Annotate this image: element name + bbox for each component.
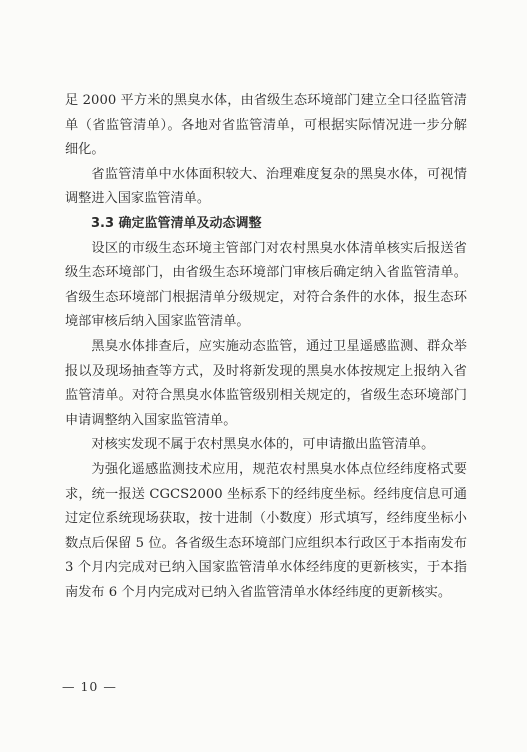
paragraph: 省监管清单中水体面积较大、治理难度复杂的黑臭水体，可视情调整进入国家监管清单。: [65, 166, 467, 207]
paragraph: 设区的市级生态环境主管部门对农村黑臭水体清单核实后报送省级生态环境部门，由省级生态环境部门审核后确定纳入省监管清单。省级生态环境部门根据清单分级规定，对符合条件的水体，报生态环境部审核后纳入国家监管清单。: [65, 240, 467, 330]
body-text: [65, 89, 467, 605]
paragraph: 为强化遥感监测技术应用，规范农村黑臭水体点位经纬度格式要求，统一报送 CGCS2000 坐标系下的经纬度坐标。经纬度信息可通过定位系统现场获取，按十进制（小数度）形式填写，经纬度坐标小数点后保留 5 位。各省级生态环境部门应组织本行政区于本指南发布 3 个月内完成对已纳入国家监管清单水体经纬度的更新核实，于本指南发布 6 个月内完成对已纳入省监管清单水体经纬度的更新核实。: [65, 461, 467, 600]
paragraph: 黑臭水体排查后，应实施动态监管，通过卫星遥感监测、群众举报以及现场抽查等方式，及时将新发现的黑臭水体按规定上报纳入省监管清单。对符合黑臭水体监管级别相关规定的，省级生态环境部门申请调整纳入国家监管清单。: [65, 338, 467, 428]
section-heading: 3.3 确定监管清单及动态调整: [91, 215, 262, 231]
page-number: — 10 —: [62, 679, 117, 694]
paragraph-continuation: 足 2000 平方米的黑臭水体，由省级生态环境部门建立全口径监管清单（省监管清单）。各地对省监管清单，可根据实际情况进一步分解细化。: [65, 93, 467, 158]
paragraph: 对核实发现不属于农村黑臭水体的，可申请撤出监管清单。: [91, 437, 435, 453]
